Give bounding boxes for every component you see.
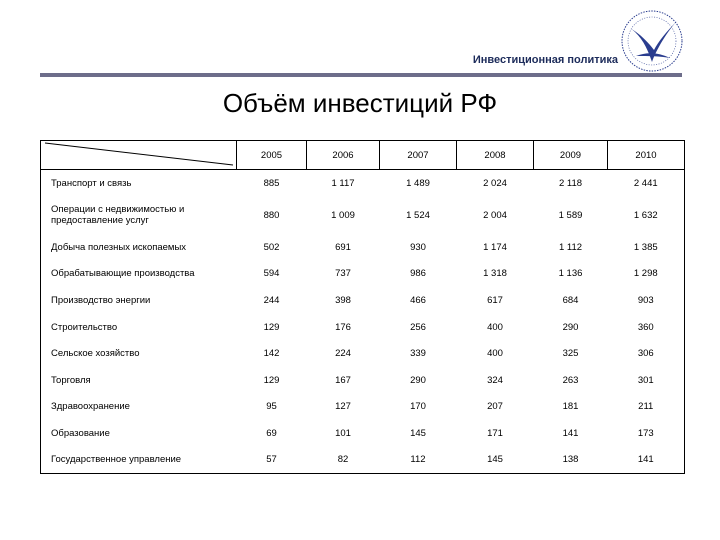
value-cell: 95 [266, 401, 277, 413]
value-cell: 290 [562, 321, 579, 333]
value-cell: 129 [263, 374, 280, 386]
table-row [41, 420, 685, 447]
value-cell: 170 [410, 401, 426, 413]
value-cell: 57 [237, 447, 307, 474]
value-cell: 880 [263, 209, 280, 221]
year-header: 2008 [457, 141, 534, 170]
value-cell: 69 [266, 428, 277, 440]
table-row [41, 340, 685, 367]
value-cell: 1 009 [331, 209, 355, 221]
row-label: Государственное управление [41, 447, 237, 474]
corner-cell [41, 141, 237, 170]
value-cell: 263 [562, 374, 579, 386]
table-row [41, 314, 685, 341]
year-header: 2005 [237, 141, 307, 170]
value-cell: 1 117 [331, 177, 355, 189]
value-cell: 290 [410, 374, 426, 386]
table-row [41, 170, 685, 197]
value-cell: 2 004 [483, 209, 507, 221]
value-cell: 244 [263, 295, 280, 307]
value-cell: 207 [487, 401, 503, 413]
value-cell: 930 [410, 241, 426, 253]
table-row [41, 196, 685, 234]
row-label: Добыча полезных ископаемых [51, 241, 187, 253]
table-row [41, 234, 685, 261]
value-cell: 617 [487, 295, 503, 307]
value-cell: 173 [637, 428, 654, 440]
value-cell: 1 589 [558, 209, 583, 221]
value-cell: 502 [263, 241, 280, 253]
value-cell: 1 489 [406, 177, 430, 189]
year-header: 2010 [608, 141, 685, 170]
value-cell: 211 [638, 401, 654, 413]
bird-emblem-logo [612, 6, 692, 76]
value-cell: 1 385 [633, 241, 658, 253]
value-cell: 1 112 [558, 241, 583, 253]
value-cell: 1 524 [406, 209, 430, 221]
value-cell: 145 [457, 447, 534, 474]
value-cell: 2 118 [558, 177, 583, 189]
header-divider [40, 73, 682, 77]
value-cell: 398 [335, 295, 351, 307]
value-cell: 145 [410, 428, 426, 440]
section-title: Инвестиционная политика [472, 54, 618, 66]
value-cell: 400 [487, 321, 503, 333]
diagonal-divider [41, 141, 237, 169]
value-cell: 1 174 [483, 241, 507, 253]
value-cell: 1 298 [633, 268, 658, 280]
year-header: 2007 [380, 141, 457, 170]
value-cell: 138 [534, 447, 608, 474]
value-cell: 2 024 [483, 177, 507, 189]
value-cell: 1 318 [483, 268, 507, 280]
value-cell: 325 [562, 348, 579, 360]
value-cell: 306 [637, 348, 654, 360]
table-row [41, 447, 685, 474]
year-header: 2006 [307, 141, 380, 170]
value-cell: 112 [380, 447, 457, 474]
value-cell: 466 [410, 295, 426, 307]
value-cell: 167 [335, 374, 351, 386]
page-title: Объём инвестиций РФ [222, 88, 498, 118]
value-cell: 224 [335, 348, 351, 360]
value-cell: 181 [562, 401, 579, 413]
value-cell: 171 [487, 428, 503, 440]
value-cell: 256 [410, 321, 426, 333]
value-cell: 142 [263, 348, 280, 360]
value-cell: 129 [263, 321, 280, 333]
table-row [41, 367, 685, 394]
value-cell: 176 [335, 321, 351, 333]
value-cell: 127 [335, 401, 351, 413]
table-row [41, 394, 685, 421]
table-row [41, 261, 685, 288]
row-label: Строительство [51, 321, 118, 333]
value-cell: 737 [335, 268, 351, 280]
value-cell: 2 441 [633, 177, 658, 189]
year-header-row [41, 141, 685, 170]
value-cell: 986 [410, 268, 426, 280]
value-cell: 903 [637, 295, 654, 307]
row-label: Обрабатывающие производства [51, 268, 195, 280]
value-cell: 1 136 [558, 268, 583, 280]
value-cell: 301 [637, 374, 654, 386]
value-cell: 101 [335, 428, 351, 440]
value-cell: 360 [637, 321, 654, 333]
row-label: Сельское хозяйство [51, 348, 140, 360]
row-label: Торговля [51, 374, 91, 386]
value-cell: 141 [608, 447, 685, 474]
row-label: Образование [51, 428, 110, 440]
year-header: 2009 [534, 141, 608, 170]
table-row [41, 287, 685, 314]
value-cell: 684 [562, 295, 579, 307]
row-label: Транспорт и связь [51, 177, 132, 189]
row-label: Операции с недвижимостью и предоставление услуг [51, 204, 185, 227]
investment-table [40, 140, 685, 474]
row-label: Производство энергии [51, 295, 151, 307]
value-cell: 339 [410, 348, 426, 360]
value-cell: 82 [307, 447, 380, 474]
value-cell: 885 [263, 177, 280, 189]
value-cell: 691 [335, 241, 351, 253]
value-cell: 594 [263, 268, 280, 280]
value-cell: 1 632 [633, 209, 658, 221]
value-cell: 324 [487, 374, 503, 386]
row-label: Здравоохранение [51, 401, 130, 413]
value-cell: 141 [562, 428, 579, 440]
value-cell: 400 [487, 348, 503, 360]
